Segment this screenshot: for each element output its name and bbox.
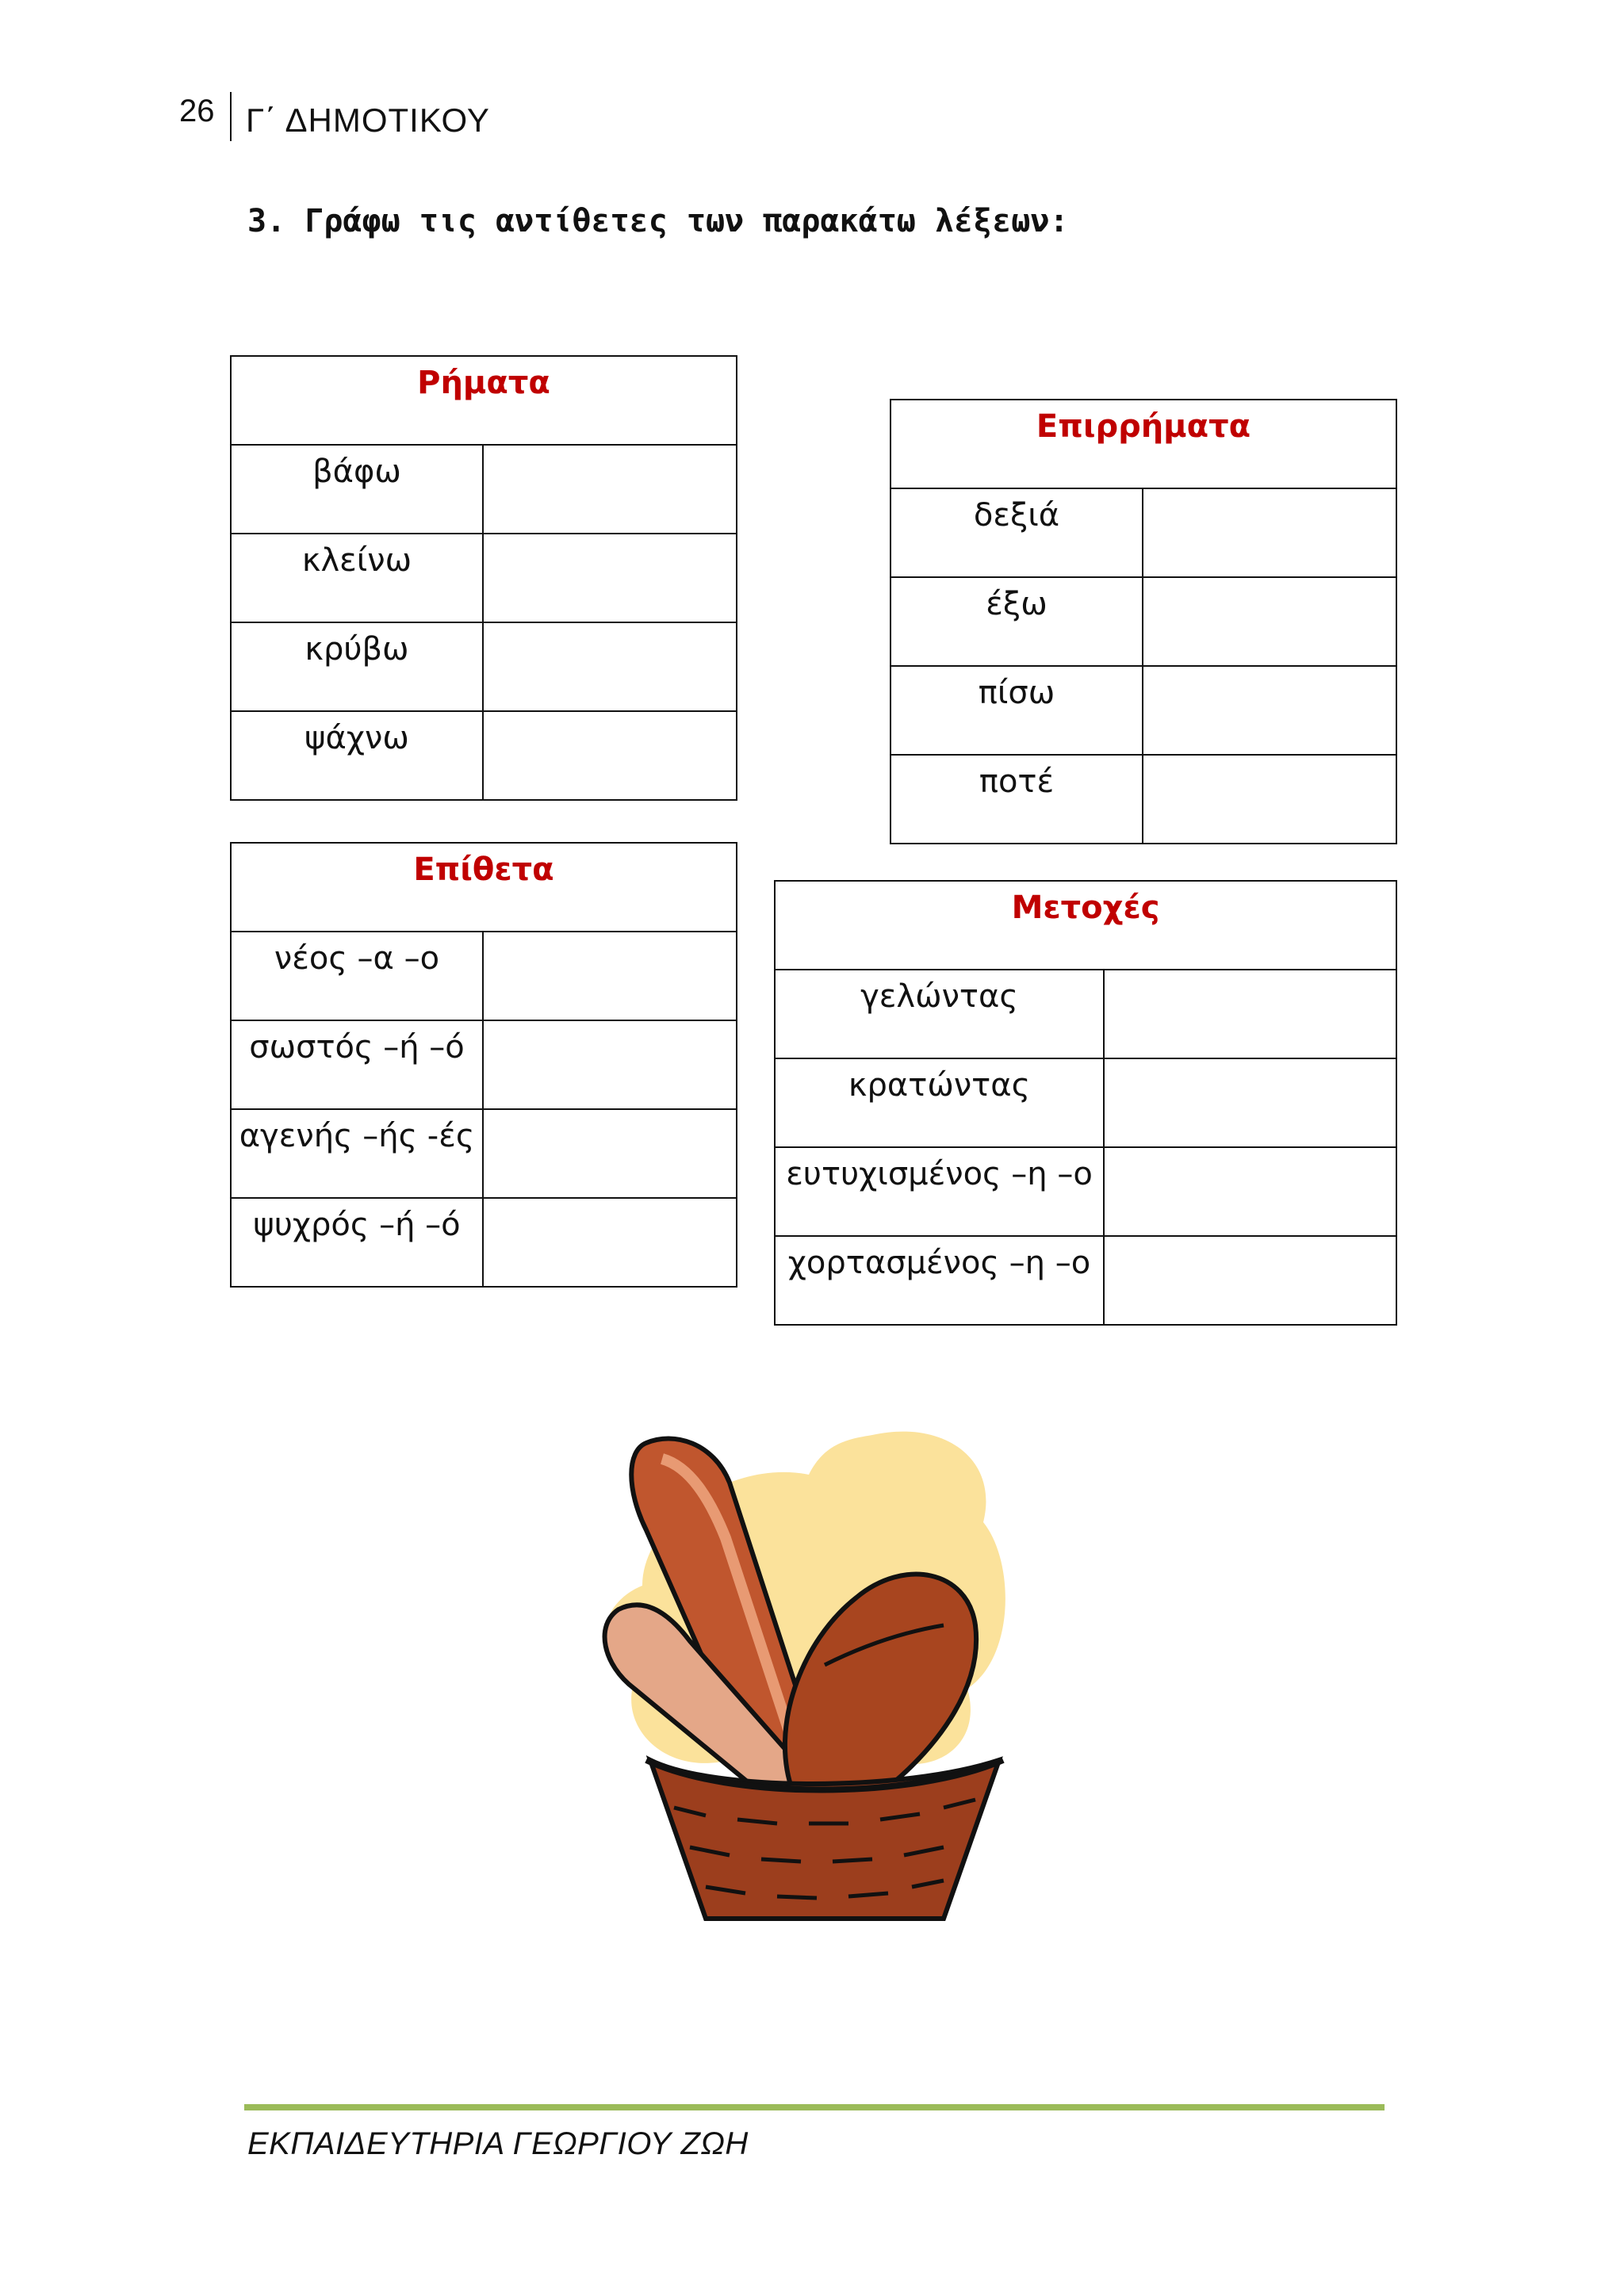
word-cell: ψυχρός –ή –ό: [231, 1198, 483, 1287]
bread-basket-illustration: [571, 1427, 1047, 1934]
word-cell: νέος –α –ο: [231, 932, 483, 1020]
word-cell: κλείνω: [231, 534, 483, 622]
verbs-table-title: Ρήματα: [231, 356, 737, 445]
answer-cell[interactable]: [1104, 1058, 1396, 1147]
word-cell: κρατώντας: [775, 1058, 1104, 1147]
page-number: 26: [179, 94, 215, 128]
answer-cell[interactable]: [483, 1020, 737, 1109]
answer-cell[interactable]: [1143, 666, 1396, 755]
word-cell: έξω: [891, 577, 1143, 666]
answer-cell[interactable]: [1104, 1147, 1396, 1236]
answer-cell[interactable]: [483, 445, 737, 534]
answer-cell[interactable]: [483, 622, 737, 711]
answer-cell[interactable]: [483, 711, 737, 800]
adjectives-table: [230, 842, 737, 1288]
word-cell: ευτυχισμένος –η –ο: [775, 1147, 1104, 1236]
answer-cell[interactable]: [483, 534, 737, 622]
header-divider: [230, 92, 232, 141]
word-cell: πίσω: [891, 666, 1143, 755]
word-cell: χορτασμένος –η –ο: [775, 1236, 1104, 1325]
adverbs-table: [890, 399, 1397, 844]
word-cell: βάφω: [231, 445, 483, 534]
answer-cell[interactable]: [1143, 577, 1396, 666]
verbs-table: [230, 355, 737, 801]
footer-school-name: ΕΚΠΑΙΔΕΥΤΗΡΙΑ ΓΕΩΡΓΙΟΥ ΖΩΗ: [247, 2126, 749, 2161]
word-cell: δεξιά: [891, 488, 1143, 577]
word-cell: σωστός –ή –ό: [231, 1020, 483, 1109]
footer-divider: [244, 2104, 1385, 2110]
word-cell: ποτέ: [891, 755, 1143, 844]
answer-cell[interactable]: [483, 1109, 737, 1198]
word-cell: γελώντας: [775, 970, 1104, 1058]
exercise-instruction: 3. Γράφω τις αντίθετες των παρακάτω λέξεων:: [247, 203, 1069, 239]
answer-cell[interactable]: [483, 932, 737, 1020]
word-cell: κρύβω: [231, 622, 483, 711]
word-cell: ψάχνω: [231, 711, 483, 800]
answer-cell[interactable]: [1143, 755, 1396, 844]
adverbs-table-title: Επιρρήματα: [891, 400, 1396, 488]
answer-cell[interactable]: [1104, 1236, 1396, 1325]
word-cell: αγενής –ής -ές: [231, 1109, 483, 1198]
participles-table-title: Μετοχές: [775, 881, 1396, 970]
participles-table: [774, 880, 1397, 1326]
header-title: Γ΄ ΔΗΜΟΤΙΚΟΥ: [246, 101, 490, 139]
answer-cell[interactable]: [483, 1198, 737, 1287]
answer-cell[interactable]: [1104, 970, 1396, 1058]
answer-cell[interactable]: [1143, 488, 1396, 577]
adjectives-table-title: Επίθετα: [231, 843, 737, 932]
